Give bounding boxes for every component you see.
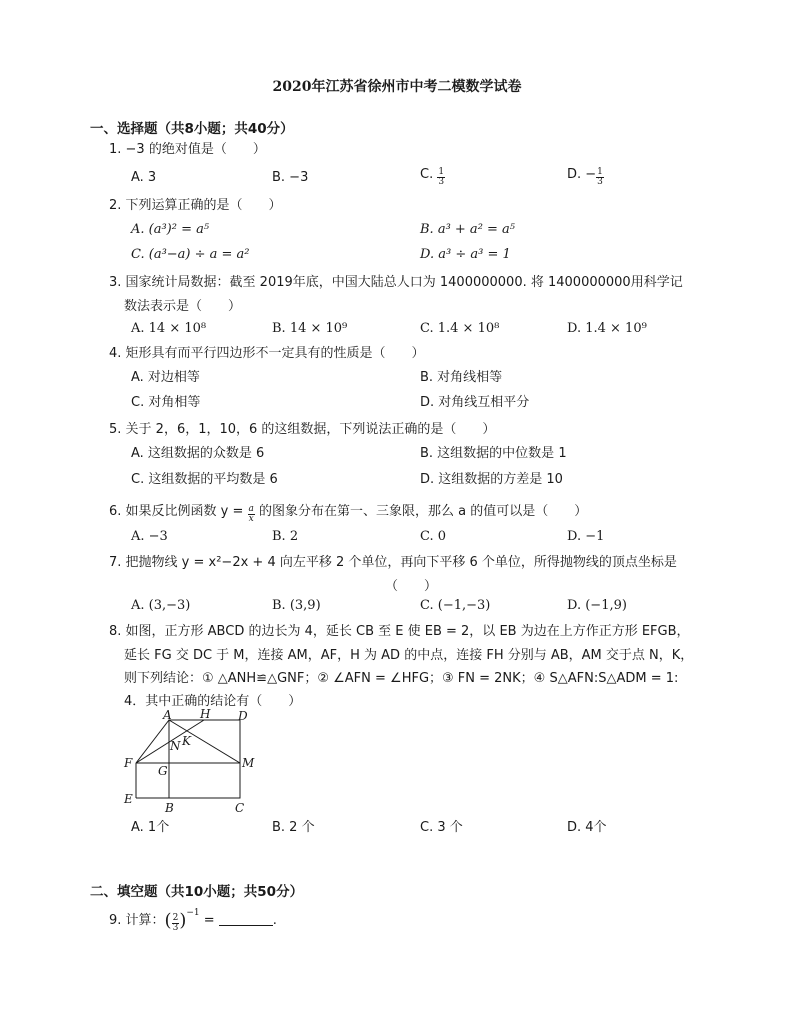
question-1-stem: 1. −3 的绝对值是（ ） (109, 142, 266, 157)
point-label-n: N (170, 739, 181, 753)
q3-option-a: A. 14 × 10⁸ (131, 321, 207, 336)
point-label-f: F (124, 756, 133, 770)
point-label-b: B (165, 801, 174, 815)
question-7-line-1: 7. 把抛物线 y = x²−2x + 4 向左平移 2 个单位，再向下平移 6 个单位，所得抛物线的顶点坐标是 (109, 555, 677, 570)
section-heading-choice: 一、选择题（共8小题；共40分） (90, 121, 294, 137)
q2-option-d: D. a³ ÷ a³ = 1 (420, 247, 511, 262)
section-heading-fill: 二、填空题（共10小题；共50分） (90, 884, 304, 900)
q4-option-d: D. 对角线互相平分 (420, 395, 530, 410)
q3-option-b: B. 14 × 10⁹ (272, 321, 348, 336)
fraction: $\frac{1}{3}$ (438, 167, 445, 187)
question-3-line-2: 数法表示是（ ） (124, 299, 242, 314)
point-label-k: K (182, 734, 191, 748)
q6-option-d: D. −1 (567, 529, 605, 544)
question-4-stem: 4. 矩形具有而平行四边形不一定具有的性质是（ ） (109, 346, 425, 361)
square-abcd (169, 720, 240, 798)
q5-option-d: D. 这组数据的方差是 10 (420, 472, 563, 487)
q3-option-d: D. 1.4 × 10⁹ (567, 321, 647, 336)
q3-option-c: C. 1.4 × 10⁸ (420, 321, 500, 336)
q1-option-c: C. $\frac{1}{3}$ (420, 167, 445, 187)
q8-option-b: B. 2 个 (272, 820, 315, 835)
question-9-stem: 9. 计算：( $\frac{2}{3}$ )$^{-1}$ = . (109, 908, 277, 933)
point-label-c: C (235, 801, 245, 815)
q5-option-a: A. 这组数据的众数是 6 (131, 446, 265, 461)
q1-option-a: A. 3 (131, 170, 157, 185)
question-6-stem: 6. 如果反比例函数 y = $\frac{a}{x}$ 的图象分布在第一、三象限，那么 a 的值可以是（ ） (109, 504, 588, 524)
point-label-d: D (238, 709, 248, 723)
question-8-line-4: 4．其中正确的结论有（ ） (124, 694, 302, 709)
q8-option-a: A. 1个 (131, 820, 170, 835)
q7-option-d: D. (−1,9) (567, 598, 627, 613)
question-8-line-3: 则下列结论：① △ANH≌△GNF；② ∠AFN = ∠HFG；③ FN = 2NK；④ S△AFN:S△ADM = 1: (124, 671, 679, 686)
q8-geometry-figure (118, 708, 268, 818)
point-label-h: H (200, 708, 211, 721)
question-3-line-1: 3. 国家统计局数据：截至 2019年底，中国大陆总人口为 1400000000. 将 1400000000用科学记 (109, 275, 683, 290)
q2-option-a: A. (a³)² = a⁵ (131, 222, 210, 237)
answer-blank[interactable] (219, 913, 273, 926)
q7-option-c: C. (−1,−3) (420, 598, 491, 613)
question-8-line-2: 延长 FG 交 DC 于 M，连接 AM，AF，H 为 AD 的中点，连接 FH 分别与 AB，AM 交于点 N，K， (124, 648, 694, 663)
page-title: 2020年江苏省徐州市中考二模数学试卷 (272, 79, 522, 95)
q5-option-c: C. 这组数据的平均数是 6 (131, 472, 278, 487)
fraction: $\frac{2}{3}$ (172, 913, 179, 933)
q6-option-c: C. 0 (420, 529, 447, 544)
q7-option-a: A. (3,−3) (131, 598, 191, 613)
point-label-a: A (163, 708, 172, 722)
q4-option-a: A. 对边相等 (131, 370, 200, 385)
point-label-e: E (124, 792, 133, 806)
fraction: $\frac{1}{3}$ (597, 167, 603, 187)
q7-option-b: B. (3,9) (272, 598, 321, 613)
q1-option-b: B. −3 (272, 170, 309, 185)
q5-option-b: B. 这组数据的中位数是 1 (420, 446, 567, 461)
q6-option-b: B. 2 (272, 529, 299, 544)
question-8-line-1: 8. 如图，正方形 ABCD 的边长为 4，延长 CB 至 E 使 EB = 2，以 EB 为边在上方作正方形 EFGB， (109, 624, 690, 639)
point-label-g: G (158, 764, 168, 778)
question-7-line-2: （ ） (385, 579, 438, 594)
q8-option-c: C. 3 个 (420, 820, 463, 835)
q4-option-c: C. 对角相等 (131, 395, 201, 410)
q4-option-b: B. 对角线相等 (420, 370, 503, 385)
point-label-m: M (242, 756, 255, 770)
q8-option-d: D. 4个 (567, 820, 607, 835)
q2-option-b: B. a³ + a² = a⁵ (420, 222, 516, 237)
segment-af (136, 720, 169, 763)
q6-option-a: A. −3 (131, 529, 168, 544)
fraction: $\frac{a}{x}$ (248, 504, 254, 524)
question-2-stem: 2. 下列运算正确的是（ ） (109, 198, 282, 213)
q2-option-c: C. (a³−a) ÷ a = a² (131, 247, 250, 262)
question-5-stem: 5. 关于 2，6，1，10，6 的这组数据，下列说法正确的是（ ） (109, 422, 496, 437)
q1-option-d: D. − $\frac{1}{3}$ (567, 167, 603, 187)
